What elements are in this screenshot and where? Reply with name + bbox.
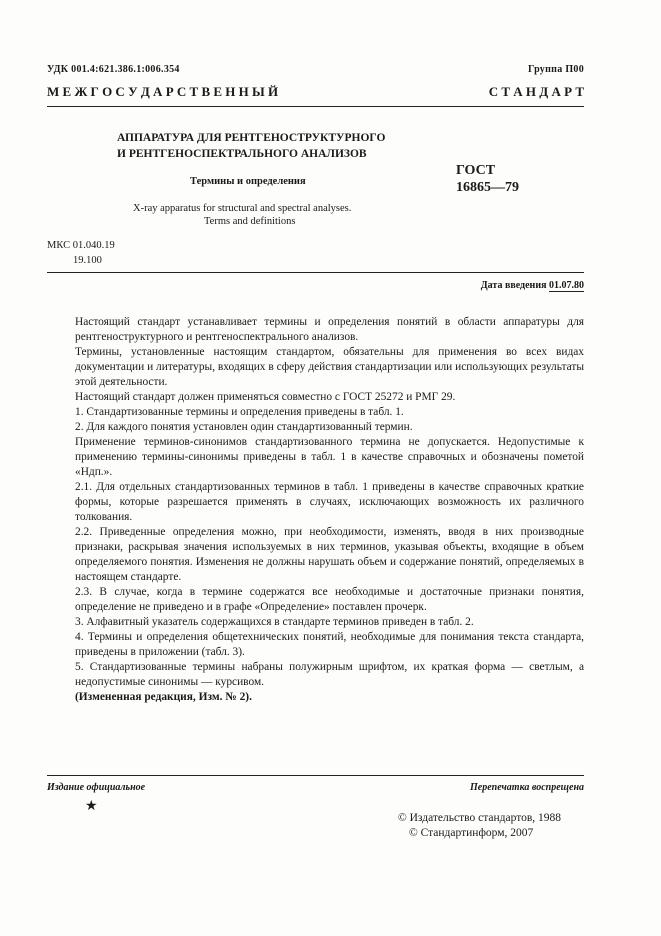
banner-rule [47, 106, 584, 107]
banner-right: С Т А Н Д А Р Т [488, 84, 584, 99]
gost-number: 16865—79 [456, 180, 519, 195]
paragraph-obligation: Термины, установленные настоящим стандартом, обязательны для применения во всех видах документации и литературы, входящих в сферу действия стандартизации или использующих результаты этой деятельности. [75, 346, 584, 388]
gost-label: ГОСТ [456, 163, 496, 178]
udk-code: УДК 001.4:621.386.1:006.354 [47, 64, 180, 75]
banner-left: М Е Ж Г О С У Д А Р С Т В Е Н Н Ы Й [47, 84, 279, 99]
doc-subtitle: Термины и определения [190, 176, 306, 187]
paragraph-2-1: 2.1. Для отдельных стандартизованных терминов в табл. 1 приведены в качестве справочных краткие формы, которые разрешается применять в случаях, исключающих возможность их различного толкования. [75, 481, 584, 523]
copyright-publisher: © Издательство стандартов, 1988 [398, 812, 562, 824]
paragraph-scope: Настоящий стандарт устанавливает термины и определения понятий в области аппаратуры для рентгеноструктурного и рентгеноспектрального анализов. [75, 316, 584, 343]
intro-date [481, 280, 584, 291]
intro-date-value: 01.07.80 [549, 280, 584, 291]
paragraph-3: 3. Алфавитный указатель содержащихся в стандарте терминов приведен в табл. 2. [75, 616, 474, 628]
paragraph-2-3: 2.3. В случае, когда в термине содержатся все необходимые и достаточные признаки понятия, определение не приведено и в графе «Определение» поставлен прочерк. [75, 586, 584, 613]
official-edition: Издание официальное [47, 782, 146, 793]
english-title-line2: Terms and definitions [204, 216, 296, 227]
doc-title-line1: АППАРАТУРА ДЛЯ РЕНТГЕНОСТРУКТУРНОГО [117, 132, 386, 144]
doc-title-line2: И РЕНТГЕНОСПЕКТРАЛЬНОГО АНАЛИЗОВ [117, 148, 367, 160]
paragraph-4: 4. Термины и определения общетехнических понятий, необходимые для понимания текста стандарта, приведены в приложении (табл. 3). [75, 631, 584, 658]
amendment-note: (Измененная редакция, Изм. № 2). [75, 691, 252, 703]
paragraph-related-standards: Настоящий стандарт должен применяться совместно с ГОСТ 25272 и РМГ 29. [75, 391, 456, 403]
paragraph-synonyms: Применение терминов-синонимов стандартизованного термина не допускается. Недопустимые к применению термины-синонимы приведены в табл. 1 в качестве справочных и обозначены пометой «Ндп.». [75, 436, 584, 478]
standard-banner [47, 84, 584, 100]
document-body [75, 315, 584, 705]
intro-date-label: Дата введения [480, 280, 547, 291]
star-icon: ★ [85, 799, 98, 814]
group-code: Группа П00 [528, 64, 584, 75]
paragraph-1: 1. Стандартизованные термины и определения приведены в табл. 1. [75, 406, 404, 418]
mks-code-line2: 19.100 [73, 255, 102, 266]
reprint-prohibited: Перепечатка воспрещена [470, 782, 584, 793]
mks-rule [47, 272, 584, 273]
paragraph-2: 2. Для каждого понятия установлен один стандартизованный термин. [75, 421, 413, 433]
english-title-line1: X-ray apparatus for structural and spectral analyses. [133, 203, 352, 214]
mks-code-line1: МКС 01.040.19 [47, 240, 115, 251]
copyright-standartinform: © Стандартинформ, 2007 [409, 827, 534, 839]
paragraph-2-2: 2.2. Приведенные определения можно, при необходимости, изменять, вводя в них производные признаки, раскрывая значения используемых в них терминов, указывая объекты, входящие в объем определяемого понятия. Изменения не должны нарушать объем и содержание понятий, определяемых в настоящем стандарте. [75, 526, 584, 583]
paragraph-5: 5. Стандартизованные термины набраны полужирным шрифтом, их краткая форма — светлым, а недопустимые синонимы — курсивом. [75, 661, 584, 688]
footer-rule [47, 775, 584, 776]
